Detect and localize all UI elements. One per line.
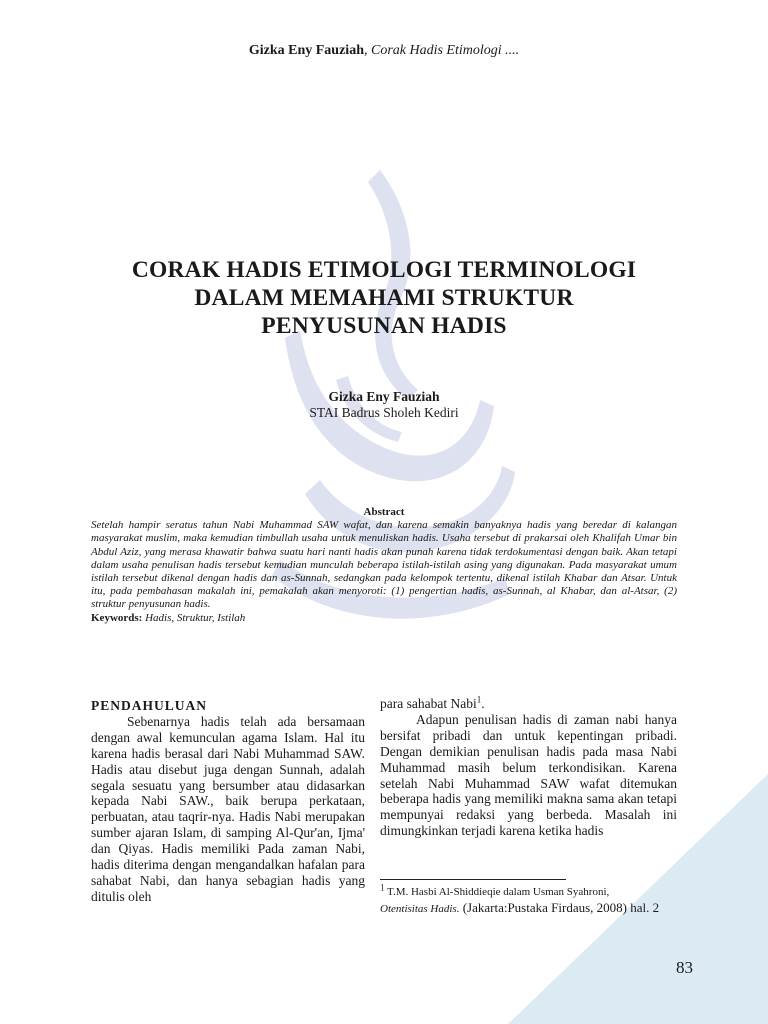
footnote-number: 1 [380, 882, 385, 893]
running-head-author: Gizka Eny Fauziah [248, 43, 364, 58]
section-heading: PENDAHULUAN [91, 698, 208, 713]
author-institution: STAI Badrus Sholeh Kediri [309, 405, 459, 420]
footnote-publication: (Jakarta:Pustaka Firdaus, 2008) hal. 2 [459, 900, 660, 915]
left-paragraph: Sebenarnya hadis telah ada bersamaan dengan awal kemunculan agama Islam. Hal itu karena hadis berasal dari Nabi Muhammad SAW. Hadis atau disebut juga dengan Sunnah, adalah segala sesuatu yang bersumber atau didasarkan kepada Nabi SAW., baik berupa perkataan, perbuatan, atau taqrir-nya. Hadis Nabi merupakan sumber ajaran Islam, di samping Al-Qur'an, Ijma' dan Qiyas. Hadis memiliki Pada zaman Nabi, hadis diterima dengan mengandalkan hafalan para sahabat Nabi, dan hanya sebagian hadis yang ditulis oleh [91, 713, 365, 904]
running-head [0, 43, 768, 59]
right-paragraph: Adapun penulisan hadis di zaman nabi hanya bersifat pribadi dan untuk kepentingan pribadi. Dengan demikian penulisan hadis pada masa Nabi Muhammad masih belum terkondisikan. Karena setelah Nabi Muhammad SAW wafat ditemukan beberapa hadis yang memiliki makna sama akan tetapi mempunyai redaksi yang berbeda. Masalah ini dimungkinkan terjadi karena ketika hadis [380, 711, 677, 839]
abstract-body: Setelah hampir seratus tahun Nabi Muhammad SAW wafat, dan karena semakin banyaknya hadis yang beredar di kalangan masyarakat muslim, maka kemudian timbullah usaha untuk menuliskan hadis. Usaha tersebut di prakarsai oleh Khalifah Umar bin Abdul Aziz, yang merasa khawatir bahwa suatu hari nanti hadis akan punah karena tidak terdokumentasi dengan baik. Akan tetapi dalam usaha penulisan hadis tersebut kemudian munculah beberapa istilah-istilah asing yang digunakan. Pada masyarakat umum istilah tersebut dikenal dengan hadis dan as-Sunnah, sedangkan pada kelompok tertentu, dikenal istilah Khabar dan Atsar. Untuk itu, pada pembahasan makalah ini, pemakalah akan menyoroti: (1) pengertian hadis, as-Sunnah, al Khabar, dan al-Atsar, (2) struktur penyusunan hadis. [91, 519, 677, 611]
byline [0, 389, 768, 421]
running-head-short-title: Corak Hadis Etimologi .... [370, 43, 520, 58]
footnote-work: Otentisitas Hadis. [380, 903, 460, 915]
running-head-separator: , [363, 43, 371, 58]
paper-title [60, 256, 708, 340]
keywords-list: Hadis, Struktur, Istilah [142, 611, 246, 624]
keywords [91, 612, 677, 625]
footnote-text: T.M. Hasbi Al-Shiddieqie dalam Usman Syahroni, [384, 886, 610, 898]
left-column [91, 698, 365, 905]
right-column [380, 696, 677, 839]
footnote-ref[interactable]: 1 [476, 694, 482, 705]
abstract [91, 506, 677, 625]
title-line-3: PENYUSUNAN HADIS [261, 313, 507, 339]
footnote-divider [380, 879, 566, 880]
title-line-1: CORAK HADIS ETIMOLOGI TERMINOLOGI [131, 257, 637, 283]
footnote [380, 884, 680, 917]
keywords-label: Keywords: [91, 611, 143, 624]
page-number: 83 [676, 958, 693, 977]
right-continuation [380, 696, 677, 712]
continuation-end: . [481, 696, 485, 711]
title-line-2: DALAM MEMAHAMI STRUKTUR [194, 285, 574, 311]
continuation-text: para sahabat Nabi [380, 696, 477, 711]
abstract-heading: Abstract [363, 506, 405, 518]
author-name: Gizka Eny Fauziah [328, 389, 440, 404]
